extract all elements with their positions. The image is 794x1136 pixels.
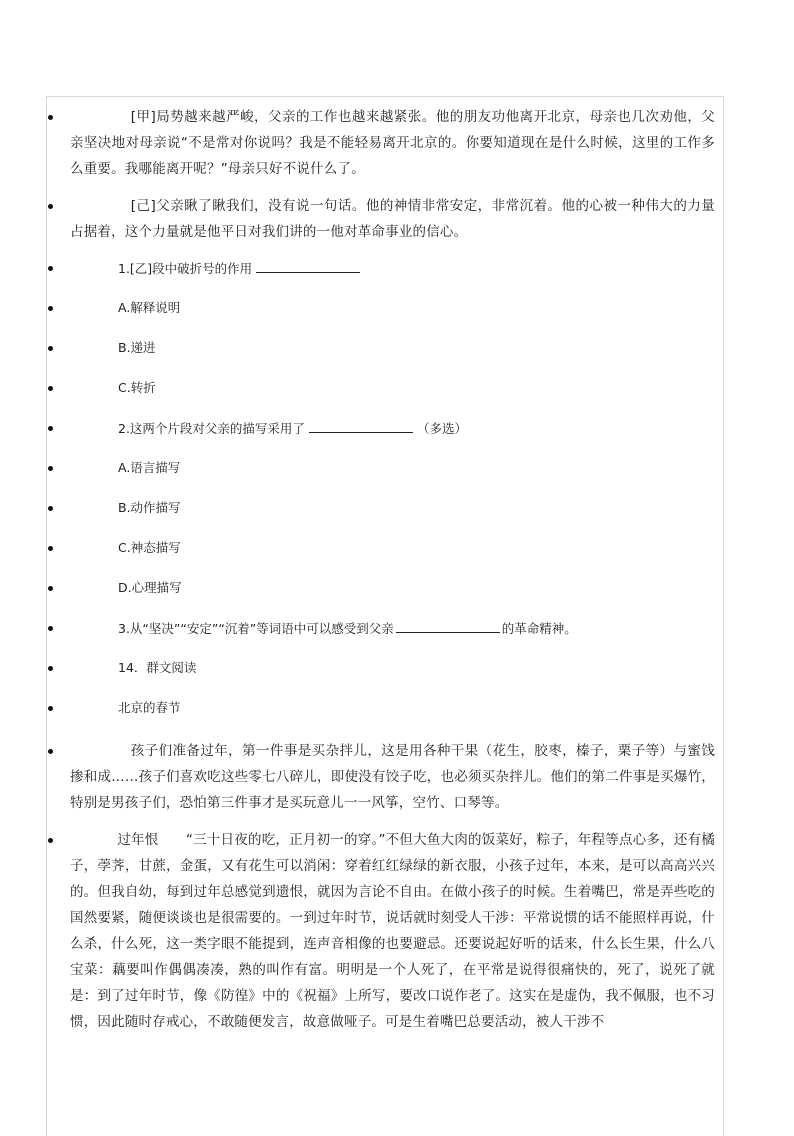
question-2-note: （多选） bbox=[416, 421, 467, 436]
bullet bbox=[48, 586, 53, 591]
bullet bbox=[48, 204, 53, 209]
option-item: C.转折 bbox=[118, 380, 156, 395]
article-paragraph-2: 过年恨 “三十日夜的吃，正月初一的穿。”不但大鱼大肉的饭菜好，粽子，年程等点心多，还有橘子，荸荠，甘蔗，金蛋，又有花生可以消闲：穿着红红绿绿的新衣服，小孩子过年，本来，是可以高高兴兴的。但我自幼，每到过年总感觉到遗恨，就因为言论不自由。在做小孩子的时候。生着嘴巴，常是弄些吃的国然要紧，随便谈谈也是很需要的。一到过年时节，说话就时刻受人干涉：平常说惯的话不能照样再说，什么杀，什么死，这一类字眼不能提到，连声音相像的也要避忌。还要说起好听的话来，什么长生果，什么八宝菜：藕要叫作偶偶凑凑，熟的叫作有富。明明是一个人死了，在平常是说得很痛快的，死了，说死了就是：到了过年时节，像《防徨》中的《祝福》上所写，要改口说作老了。这实在是虚伪，我不佩服，也不习惯，因此随时存戒心，不敢随便发言，故意做哑子。可是生着嘴巴总要活动，被人干涉不 bbox=[70, 832, 715, 1030]
option-item: A.解释说明 bbox=[118, 300, 181, 315]
bullet bbox=[48, 466, 53, 471]
bullet bbox=[48, 546, 53, 551]
bullet bbox=[48, 666, 53, 671]
option-item: A.语言描写 bbox=[118, 460, 181, 475]
option-item: B.递进 bbox=[118, 340, 156, 355]
option-item: D.心理描写 bbox=[118, 580, 182, 595]
bullet bbox=[48, 706, 53, 711]
question-2 bbox=[118, 418, 467, 439]
question-1-stem: 1.[乙]段中破折号的作用 bbox=[118, 261, 253, 276]
section-heading: 14．群文阅读 bbox=[118, 660, 197, 675]
question-3 bbox=[118, 618, 577, 639]
bullet bbox=[48, 115, 53, 120]
question-1 bbox=[118, 258, 364, 279]
option-item: C.神态描写 bbox=[118, 540, 181, 555]
question-2-stem: 2.这两个片段对父亲的描写采用了 bbox=[118, 421, 305, 436]
bullet bbox=[48, 506, 53, 511]
answer-blank-3[interactable] bbox=[396, 618, 500, 633]
passage-jia: [甲]局势越来越严峻，父亲的工作也越来越紧张。他的朋友功他离开北京，母亲也几次劝他，父亲坚决地对母亲说“不是常对你说吗？我是不能轻易离开北京的。你要知道现在是什么时候，这里的工作多么重要。我哪能离开呢？”母亲只好不说什么了。 bbox=[70, 109, 715, 177]
bullet bbox=[48, 266, 53, 271]
question-3-stem-before: 3.从“坚决”“安定”“沉着”等词语中可以感受到父亲 bbox=[118, 621, 394, 636]
option-item: B.动作描写 bbox=[118, 500, 181, 515]
bullet bbox=[48, 426, 53, 431]
article-paragraph-1: 孩子们准备过年，第一件事是买杂拌儿，这是用各种干果（花生，胶枣，榛子，栗子等）与蜜饯掺和成……孩子们喜欢吃这些零七八碎儿，即使没有饺子吃，也必须买杂拌儿。他们的第二件事是买爆竹，特别是男孩子们，恐怕第三件事才是买玩意儿一一风筝，空竹、口琴等。 bbox=[70, 743, 715, 811]
bullet bbox=[48, 306, 53, 311]
question-3-stem-after: 的革命精神。 bbox=[501, 621, 577, 636]
bullet bbox=[48, 346, 53, 351]
answer-blank-2[interactable] bbox=[309, 418, 413, 433]
bullet bbox=[48, 386, 53, 391]
bullet bbox=[48, 626, 53, 631]
bullet bbox=[48, 749, 53, 754]
answer-blank-1[interactable] bbox=[256, 258, 360, 273]
article-title: 北京的春节 bbox=[118, 700, 181, 715]
bullet bbox=[48, 838, 53, 843]
passage-ji: [己]父亲瞅了瞅我们，没有说一句话。他的神情非常安定，非常沉着。他的心被一种伟大的力量占据着，这个力量就是他平日对我们讲的一他对革命事业的信心。 bbox=[70, 198, 715, 240]
